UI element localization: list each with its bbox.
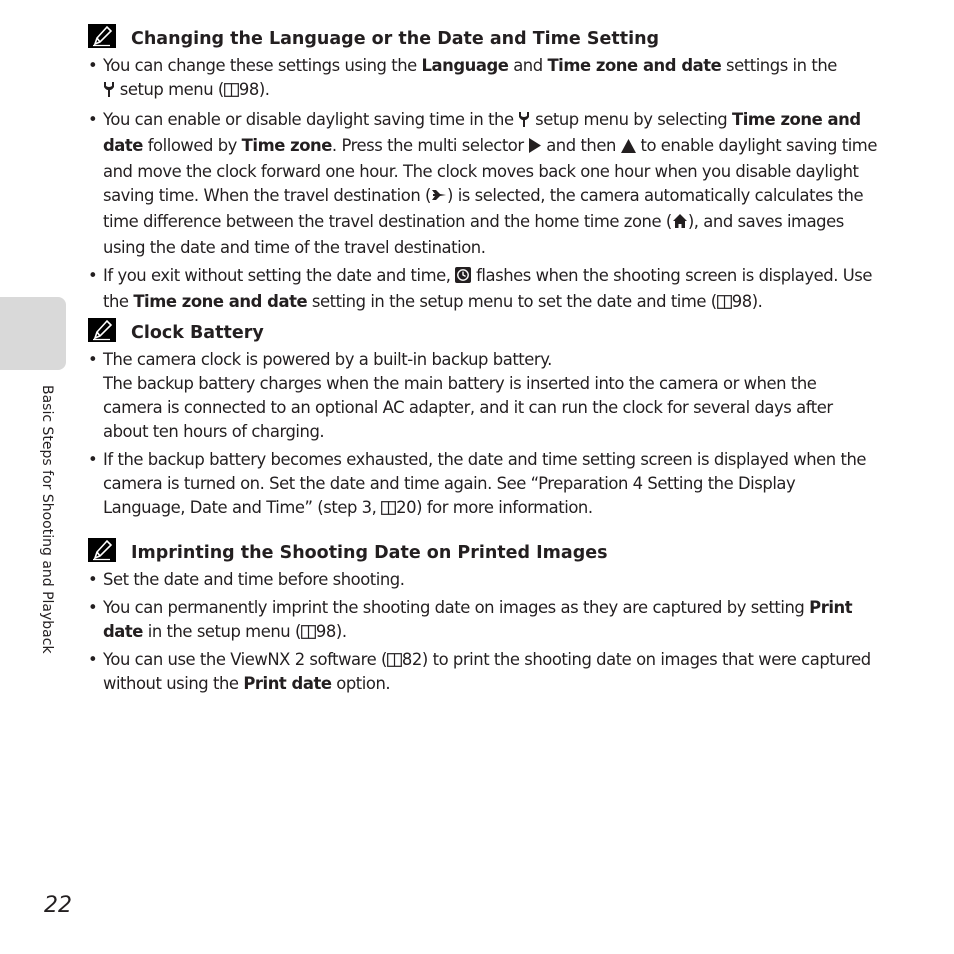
bullet-item: • You can use the ViewNX 2 software ( 82) to print the shooting date on images that were captured without using the Print date option. (88, 648, 878, 696)
page-reference-icon (717, 292, 732, 306)
note-pencil-icon (88, 24, 116, 48)
bullet-item: • If the backup battery becomes exhausted, the date and time setting screen is displayed when the camera is turned on. Set the date and time again. See “Preparation 4 Setting the Display Language, Date and Time” (step 3, 20) for more information. (88, 448, 878, 520)
page-ref-number: 20 (396, 498, 417, 517)
page-ref-number: 98 (315, 622, 336, 641)
page-number: 22 (44, 893, 72, 918)
bullet-item: • If you exit without setting the date and time, flashes when the shooting screen is displayed. Use the Time zone and date setting in the setup menu to set the date and time ( 98). (88, 264, 878, 314)
wrench-setup-icon (518, 110, 530, 134)
bullet-item: • You can change these settings using the Language and Time zone and date settings in the setup menu ( 98). (88, 54, 878, 104)
clock-warning-icon (455, 266, 471, 290)
airplane-travel-icon (431, 186, 447, 210)
section-header (88, 318, 878, 348)
section-language-date-time (88, 24, 878, 318)
page-ref-number: 82 (401, 650, 422, 669)
triangle-right-icon (528, 136, 541, 160)
note-pencil-icon (88, 318, 116, 342)
bullet-item: • The camera clock is powered by a built-in backup battery. The backup battery charges when the main battery is inserted into the camera or when the camera is connected to an optional AC adapter, and it can run the clock for several days after about ten hours of charging. (88, 348, 878, 444)
bullet-item: • Set the date and time before shooting. (88, 568, 878, 592)
section-title: Changing the Language or the Date and Time Setting (131, 29, 660, 49)
page-reference-icon (224, 80, 239, 94)
page-ref-number: 98 (731, 292, 752, 311)
note-pencil-icon (88, 538, 116, 562)
section-title: Clock Battery (131, 323, 264, 343)
page-reference-icon (301, 622, 316, 636)
wrench-setup-icon (103, 80, 115, 104)
home-icon (672, 212, 688, 236)
page-reference-icon (387, 650, 402, 664)
section-clock-battery (88, 318, 878, 524)
chapter-tab (0, 297, 66, 370)
section-header (88, 538, 878, 568)
section-imprinting-date (88, 538, 878, 700)
bullet-item: • You can permanently imprint the shooting date on images as they are captured by setting Print date in the setup menu ( 98). (88, 596, 878, 644)
bullet-item: • You can enable or disable daylight saving time in the setup menu by selecting Time zone and date followed by Time zone. Press the multi selector and then to enable daylight saving time and move the clock forward one hour. The clock moves back one hour when you disable daylight saving time. When the travel destination ( ) is selected, the camera automatically calculates the time difference between the travel destination and the home time zone ( ), and saves images using the date and time of the travel destination. (88, 108, 878, 260)
page-ref-number: 98 (238, 80, 259, 99)
page-reference-icon (381, 498, 396, 512)
chapter-side-label: Basic Steps for Shooting and Playback (39, 385, 55, 654)
section-header (88, 24, 878, 54)
triangle-up-icon (621, 136, 636, 160)
section-title: Imprinting the Shooting Date on Printed Images (131, 543, 608, 563)
